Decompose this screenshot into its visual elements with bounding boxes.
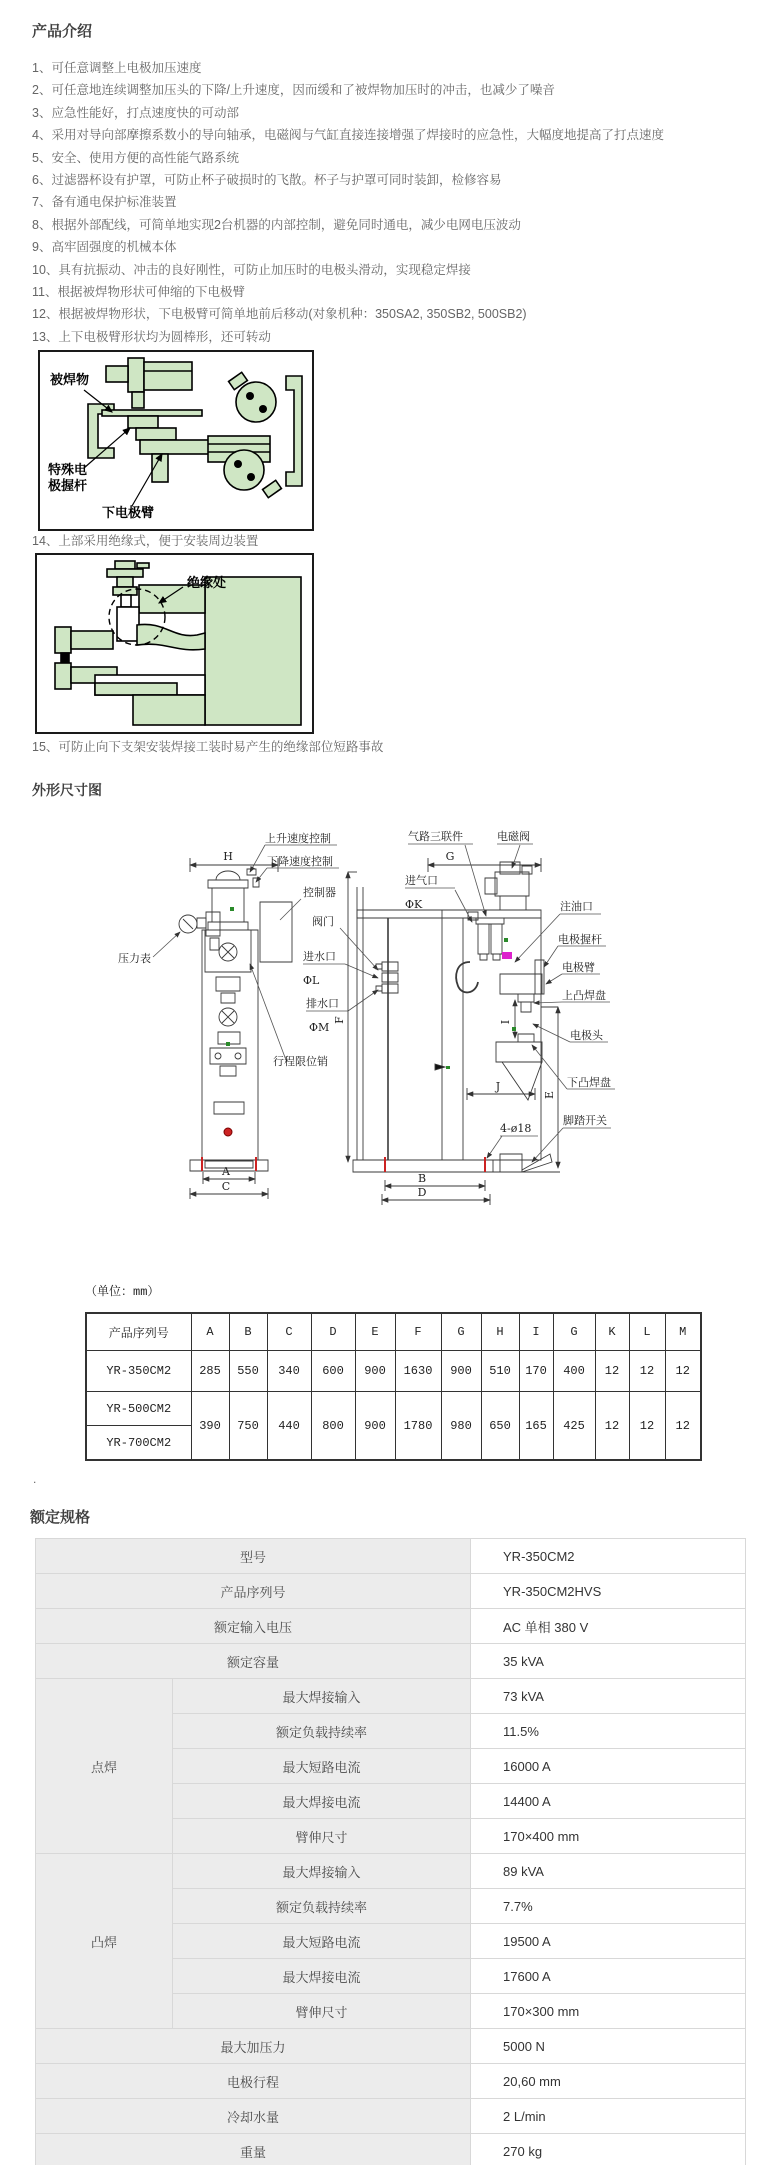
green-mark: [512, 1027, 516, 1031]
spec-value: 19500 A: [471, 1924, 746, 1959]
label-lower-projection-pad: 下凸焊盘: [567, 1076, 611, 1089]
spec-label: 额定负载持续率: [173, 1889, 471, 1924]
left-view-leaders: [153, 845, 378, 1060]
label-foot-switch: 脚踏开关: [563, 1114, 607, 1127]
spec-value: YR-350CM2HVS: [471, 1574, 746, 1609]
dim-header-cell: G: [553, 1313, 595, 1351]
feature-item: 10、具有抗振动、冲击的良好刚性，可防止加压时的电极头滑动，实现稳定焊接: [32, 262, 471, 277]
dim-header-cell: L: [629, 1313, 665, 1351]
spec-row: [36, 1609, 746, 1644]
spec-value: 89 kVA: [471, 1854, 746, 1889]
dim-header-cell: G: [441, 1313, 481, 1351]
spec-row: [36, 1854, 746, 1889]
spec-value: 20,60 mm: [471, 2064, 746, 2099]
green-mark: [504, 938, 508, 942]
dim-D: D: [417, 1186, 427, 1199]
spec-label: 电极行程: [36, 2064, 471, 2099]
spec-row: [36, 1679, 746, 1714]
magenta-mark: [502, 952, 512, 959]
spec-label: 最大短路电流: [173, 1749, 471, 1784]
dim-cell: 12: [629, 1392, 665, 1461]
dim-header-cell: K: [595, 1313, 629, 1351]
dim-header-cell: A: [191, 1313, 229, 1351]
label-oil-filler: 注油口: [560, 900, 593, 913]
label-upper-projection-pad: 上凸焊盘: [562, 989, 606, 1002]
spec-row: [36, 1574, 746, 1609]
dim-header-cell: I: [519, 1313, 553, 1351]
dim-cell: 510: [481, 1351, 519, 1392]
label-water-inlet: 进水口: [303, 950, 336, 963]
dim-cell: 390: [191, 1392, 229, 1461]
dim-header-cell: D: [311, 1313, 355, 1351]
label-workpiece: 被焊物: [50, 372, 90, 387]
spec-group-spot-welding: 点焊: [36, 1679, 173, 1854]
feature-item: 13、上下电极臂形状均为圆棒形，还可转动: [32, 329, 271, 344]
dim-cell: 285: [191, 1351, 229, 1392]
spec-value: 35 kVA: [471, 1644, 746, 1679]
spec-label: 额定负载持续率: [173, 1714, 471, 1749]
left-view: [179, 858, 292, 1199]
feature-item: 1、可任意调整上电极加压速度: [32, 61, 202, 75]
spec-row: [36, 2064, 746, 2099]
dim-cell: 750: [229, 1392, 267, 1461]
dim-cell: 12: [595, 1392, 629, 1461]
page-title: 产品介绍: [32, 23, 93, 40]
dim-cell: 1630: [395, 1351, 441, 1392]
spec-value: 170×400 mm: [471, 1819, 746, 1854]
spec-label: 冷却水量: [36, 2099, 471, 2134]
dim-cell: 900: [355, 1392, 395, 1461]
spec-value: 17600 A: [471, 1959, 746, 1994]
spec-value: 16000 A: [471, 1749, 746, 1784]
label-air-inlet-dia: ΦK: [405, 898, 423, 911]
dim-cell: 400: [553, 1351, 595, 1392]
label-electrode-grip: 电极握杆: [558, 933, 602, 946]
spec-row: [36, 1539, 746, 1574]
spec-label: 最大焊接输入: [173, 1854, 471, 1889]
label-valve: 阀门: [312, 915, 334, 928]
dim-header-cell: B: [229, 1313, 267, 1351]
label-down-speed: 下降速度控制: [267, 855, 333, 868]
dim-cell: 165: [519, 1392, 553, 1461]
figure-insulation: [35, 553, 314, 734]
dim-cell: 980: [441, 1392, 481, 1461]
feature-item: 7、备有通电保护标准装置: [32, 195, 177, 210]
dim-cell: 12: [595, 1351, 629, 1392]
dim-I: I: [499, 1019, 512, 1025]
dim-cell: 12: [629, 1351, 665, 1392]
dim-A: A: [222, 1165, 230, 1178]
dim-E: E: [543, 1090, 556, 1100]
dim-cell: 12: [665, 1351, 701, 1392]
spec-label: 型号: [36, 1539, 471, 1574]
feature-item: 2、可任意地连续调整加压头的下降/上升速度，因而缓和了被焊物加压时的冲击，也减少了噪音: [32, 83, 555, 98]
unit-note: （单位：mm）: [85, 1285, 160, 1299]
feature-list: [32, 57, 752, 348]
feature-item: 4、采用对导向部摩擦系数小的导向轴承，电磁阀与气缸直接连接增强了焊接时的应急性，大幅度地提高了打点速度: [32, 128, 664, 143]
label-electrode-arm: 电极臂: [562, 961, 595, 974]
label-water-inlet-dia: ΦL: [303, 974, 320, 987]
dim-header-cell: E: [355, 1313, 395, 1351]
spec-table: [35, 1538, 746, 2165]
dim-G: G: [445, 850, 455, 863]
spec-value: 170×300 mm: [471, 1994, 746, 2029]
label-solenoid-valve: 电磁阀: [497, 830, 530, 843]
spec-value: AC 单相 380 V: [471, 1609, 746, 1644]
dim-header-cell: F: [395, 1313, 441, 1351]
dim-header-cell: H: [481, 1313, 519, 1351]
dim-row: [86, 1392, 701, 1426]
dim-cell: 12: [665, 1392, 701, 1461]
spec-value: 73 kVA: [471, 1679, 746, 1714]
dim-row: [86, 1351, 701, 1392]
label-controller: 控制器: [303, 886, 336, 899]
dim-cell: 440: [267, 1392, 311, 1461]
figure-electrode-arms: [38, 350, 314, 531]
dim-cell: 170: [519, 1351, 553, 1392]
feature-item: 5、安全、使用方便的高性能气路系统: [32, 150, 239, 165]
feature-item: 6、过滤器杯设有护罩，可防止杯子破损时的飞散。杯子与护罩可同时装卸，检修容易: [32, 173, 502, 188]
specs-heading: 额定规格: [30, 1509, 91, 1526]
label-stroke-limit-pin: 行程限位销: [273, 1055, 328, 1068]
feature-item-14: 14、上部采用绝缘式，便于安装周边装置: [32, 534, 259, 548]
label-bolt-holes: 4-ø18: [500, 1122, 532, 1135]
spec-label: 最大焊接电流: [173, 1959, 471, 1994]
spec-label: 重量: [36, 2134, 471, 2165]
spec-label: 最大焊接电流: [173, 1784, 471, 1819]
spec-group-projection-welding: 凸焊: [36, 1854, 173, 2029]
dim-B: B: [417, 1172, 427, 1185]
spec-row: [36, 2029, 746, 2064]
label-air-inlet: 进气口: [405, 874, 438, 887]
dim-header-row: [86, 1313, 701, 1351]
feature-item: 11、根据被焊物形状可伸缩的下电极臂: [32, 285, 245, 300]
dim-header-cell: 产品序列号: [86, 1313, 191, 1351]
dimension-drawing: [60, 812, 760, 1210]
spec-value: 270 kg: [471, 2134, 746, 2165]
green-mark: [446, 1066, 450, 1069]
dim-model-cell: YR-500CM2: [86, 1392, 191, 1426]
dim-model-cell: YR-700CM2: [86, 1426, 191, 1461]
spec-label: 产品序列号: [36, 1574, 471, 1609]
green-mark: [226, 1042, 230, 1046]
label-air-triple-unit: 气路三联件: [408, 830, 463, 843]
label-pressure-gauge: 压力表: [118, 952, 151, 965]
spec-label: 额定输入电压: [36, 1609, 471, 1644]
feature-item: 8、根据外部配线，可简单地实现2台机器的内部控制，避免同时通电，减少电网电压波动: [32, 217, 521, 232]
green-mark: [230, 907, 234, 911]
dim-cell: 650: [481, 1392, 519, 1461]
dim-cell: 340: [267, 1351, 311, 1392]
spec-label: 额定容量: [36, 1644, 471, 1679]
dim-H: H: [223, 850, 233, 863]
spec-value: YR-350CM2: [471, 1539, 746, 1574]
label-water-outlet-dia: ΦM: [309, 1021, 330, 1034]
spec-label: 最大焊接输入: [173, 1679, 471, 1714]
spec-value: 11.5%: [471, 1714, 746, 1749]
dimensions-heading: 外形尺寸图: [32, 782, 102, 798]
spec-value: 14400 A: [471, 1784, 746, 1819]
dim-cell: 425: [553, 1392, 595, 1461]
dim-C: C: [221, 1180, 231, 1193]
dim-F: F: [333, 1016, 346, 1024]
spec-row: [36, 2099, 746, 2134]
dim-cell: 800: [311, 1392, 355, 1461]
dim-cell: 900: [355, 1351, 395, 1392]
label-water-outlet: 排水口: [306, 997, 339, 1010]
dim-header-cell: M: [665, 1313, 701, 1351]
spec-label: 最大短路电流: [173, 1924, 471, 1959]
dim-J: J: [495, 1080, 501, 1093]
label-lower-arm: 下电极臂: [102, 505, 155, 520]
feature-item-15: 15、可防止向下支架安装焊接工装时易产生的绝缘部位短路事故: [32, 740, 384, 754]
dim-cell: 550: [229, 1351, 267, 1392]
dim-cell: 600: [311, 1351, 355, 1392]
spec-value: 7.7%: [471, 1889, 746, 1924]
right-view: [348, 858, 560, 1205]
dim-header-cell: C: [267, 1313, 311, 1351]
red-mark: [224, 1128, 232, 1136]
spec-value: 5000 N: [471, 2029, 746, 2064]
electrode-arms-illustration: [40, 352, 312, 529]
feature-item: 12、根据被焊物形状，下电极臂可简单地前后移动(对象机种：350SA2, 350SB2, 500SB2): [32, 307, 527, 322]
label-electrode-tip: 电极头: [570, 1029, 603, 1042]
dim-cell: 900: [441, 1351, 481, 1392]
dimension-table: [85, 1312, 702, 1461]
label-up-speed: 上升速度控制: [265, 832, 331, 845]
label-special-grip-1: 特殊电: [48, 462, 88, 477]
spec-label: 最大加压力: [36, 2029, 471, 2064]
label-insulation: 绝缘处: [187, 575, 227, 590]
feature-item: 9、高牢固强度的机械本体: [32, 240, 177, 255]
spec-row: [36, 2134, 746, 2165]
spec-row: [36, 1644, 746, 1679]
spec-value: 2 L/min: [471, 2099, 746, 2134]
dim-model-cell: YR-350CM2: [86, 1351, 191, 1392]
dim-cell: 1780: [395, 1392, 441, 1461]
separator-dot: .: [33, 1472, 37, 1486]
feature-item: 3、应急性能好，打点速度快的可动部: [32, 105, 239, 120]
insulation-illustration: [37, 555, 312, 732]
spec-label: 臂伸尺寸: [173, 1994, 471, 2029]
label-special-grip-2: 极握杆: [48, 478, 88, 493]
spec-label: 臂伸尺寸: [173, 1819, 471, 1854]
